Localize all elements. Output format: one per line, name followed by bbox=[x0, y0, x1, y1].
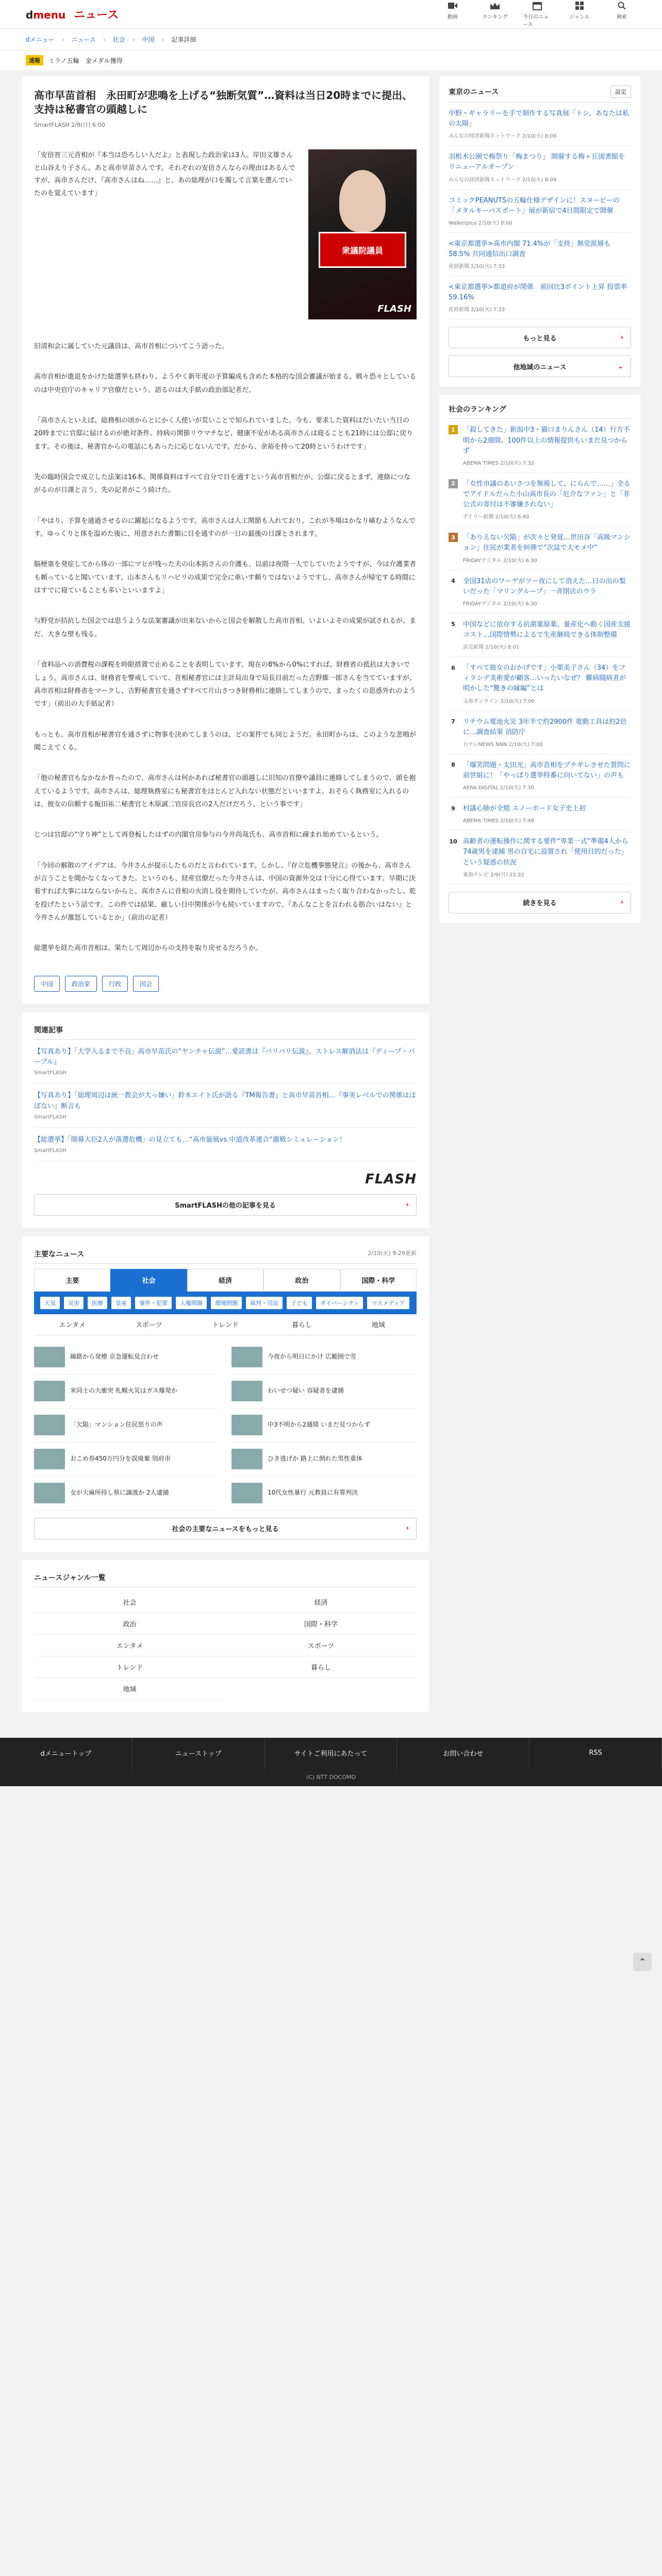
related-item[interactable] bbox=[34, 1128, 417, 1161]
ranking-item[interactable] bbox=[449, 527, 631, 570]
major-header bbox=[34, 1249, 417, 1264]
rank-source: 日テレNEWS NNN 2/10(火) 7:00 bbox=[463, 741, 543, 748]
major-news-grid bbox=[34, 1335, 417, 1511]
rank-source: デイリー新潮 2/10(火) 6:40 bbox=[463, 514, 529, 520]
tokyo-item[interactable] bbox=[449, 233, 631, 276]
tokyo-item[interactable] bbox=[449, 146, 631, 189]
ranking-item[interactable] bbox=[449, 754, 631, 798]
chip[interactable]: 環境問題 bbox=[211, 1297, 242, 1309]
ranking-item[interactable] bbox=[449, 419, 631, 472]
subtab[interactable]: スポーツ bbox=[135, 1321, 162, 1330]
item-title: 中野・ギャラリーを手で制作する写真展「トシ、あなたは私の太陽」 bbox=[449, 110, 629, 128]
tag-politician[interactable]: 政治家 bbox=[65, 976, 97, 992]
content-wrap bbox=[22, 76, 640, 1720]
breadcrumb: dメニュー › ニュース › 社会 › 中国 › 記事詳細 bbox=[0, 29, 662, 50]
item-source: みんなの経済新聞ネットワーク 2/10(火) 8:09 bbox=[449, 133, 557, 140]
genre-item[interactable]: トレンド bbox=[34, 1656, 225, 1678]
news-item[interactable] bbox=[231, 1409, 417, 1443]
article-paragraph: 「安倍晋三元首相が『本当は恐ろしい人だよ』と表現した政治家は3人。岸田文雄さんと山谷えり子さん。あと高市早苗さんです。それぞれの安倍さんならの理由はあるんですが、高市さんだけ、『高市さんはね……』と、あの総理が口を濁して言葉を選んでいたのを覚えています」 bbox=[34, 151, 295, 198]
item-title: コミックPEANUTSの五輪仕様デザインに！スヌーピーの「メタルキーパスポート」展が新宿で4日間限定で開催 bbox=[449, 196, 620, 215]
article-paragraph: 「高市さんといえば、総務相の頃からとにかく人使いが荒いことで知られていました。今も、要求した資料はだいたい当日の20時までに官邸に届けるのが絶対条件。持病の関節リウマチなど、健康不安がある高市さんは寝ることも21時には公邸に戻ります。その後は、秘書官からの電話にもあったに応じないんです。だから、余裕を持って20時というわけです」 bbox=[34, 417, 413, 451]
rank-source: ABEMA TIMES 2/10(火) 7:32 bbox=[463, 460, 535, 466]
chip[interactable]: 人権問題 bbox=[176, 1297, 207, 1309]
brand-menu: menu bbox=[33, 9, 66, 21]
subtab[interactable]: エンタメ bbox=[59, 1321, 86, 1330]
ranking-item[interactable] bbox=[449, 798, 631, 831]
ranking-item[interactable] bbox=[449, 711, 631, 754]
tab-society[interactable]: 社会 bbox=[110, 1269, 187, 1292]
genre-item[interactable]: 国際・科学 bbox=[225, 1613, 417, 1635]
related-source: SmartFLASH bbox=[34, 1070, 67, 1076]
related-title: 【写真あり】「大学入るまで不良」高市早苗氏の“ヤンチャ伝説”…愛読書は『バリバリ伝説』、ストレス解消法は『ディープ・パープル』 bbox=[34, 1047, 415, 1066]
major-subtabs bbox=[34, 1314, 417, 1335]
news-item[interactable] bbox=[231, 1341, 417, 1375]
item-source: 産経新聞 2/10(火) 7:33 bbox=[449, 307, 505, 313]
nav-today[interactable] bbox=[523, 1, 552, 28]
genre-item[interactable]: エンタメ bbox=[34, 1635, 225, 1656]
article-title: 高市早苗首相 永田町が悲鳴を上げる“独断気質”…資料は当日20時までに提出、支持は秘書官の頭越しに bbox=[34, 89, 413, 115]
footer-link[interactable]: お問い合わせ bbox=[397, 1738, 529, 1769]
rank-number: 8 bbox=[451, 761, 455, 769]
item-source: Walkerplus 2/10(火) 8:00 bbox=[449, 220, 512, 226]
society-ranking bbox=[439, 395, 640, 922]
footer-link[interactable]: ニューストップ bbox=[133, 1738, 265, 1769]
rank-number: 9 bbox=[451, 805, 455, 812]
ranking-heading bbox=[449, 404, 631, 419]
genre-item[interactable]: スポーツ bbox=[225, 1635, 417, 1656]
news-item[interactable] bbox=[34, 1477, 219, 1511]
ranking-item[interactable] bbox=[449, 657, 631, 710]
related-item[interactable] bbox=[34, 1083, 417, 1128]
ranking-item[interactable] bbox=[449, 570, 631, 614]
news-title: わいせつ疑い 容疑者を逮捕 bbox=[268, 1387, 344, 1395]
article-byline: SmartFLASH 2/8(日) 6:00 bbox=[34, 122, 105, 128]
grid-icon bbox=[575, 1, 584, 10]
rank-title: 「爆笑問題・太田光」高市首相をブチギレさせた質問に前世組に！「やっぱり選挙特番に向いてない」の声も bbox=[463, 761, 631, 779]
news-item[interactable] bbox=[231, 1477, 417, 1511]
rank-source: 文春オンライン 2/10(火) 7:00 bbox=[463, 698, 535, 704]
rank-title: 村議心肺が全焼 スノーボード女子史上初 bbox=[463, 805, 586, 813]
video-icon bbox=[448, 1, 457, 10]
article-paragraph: 脳梗塞を発症してから体の一部にマヒが残った夫の山本拓さんの介護も、以前は夜間一人でしていたようですが、今は介護業者も頼っていると聞いています。山本さんもリハビリの成果で完全に車いす頼りではないようですし、高市さんが帰宅する時間にはすでに寝ていることも多いといいますよ」 bbox=[34, 561, 417, 595]
nav-label: 動画 bbox=[448, 14, 458, 20]
news-thumb bbox=[34, 1415, 65, 1435]
related-articles bbox=[22, 1012, 429, 1228]
related-item[interactable] bbox=[34, 1040, 417, 1084]
footer-links bbox=[0, 1738, 662, 1769]
rank-number: 10 bbox=[449, 838, 457, 845]
article-paragraph: 「今回の解散のアイデアは、今井さんが提示したものだと言われています。しかし、『存立危機事態発言』の後から、高市さんが言うことを聞かなくなってきた。というのも、経産官僚だった今井さんは、中国の資源外交は十分に心得ています。早期に決着すれば大事にはならないからと、高市さんに首相の火消し役を期待していたが、高市さんはまったく取り合わなかったし、乾を投げたという話です。この件では結果、厳しい日中関係が今も続いていますので、『あんなことを言われる筋合いはない』と今井さんが激怒しているとか」（前出の記者） bbox=[34, 861, 417, 922]
article-paragraph: 「やはり、予算を通過させるのに躍起になるようです。高市さんは人工関節も入れており、これが冬場はかなり痛むようなんです。ゆっくりと体を温めた後に、用意された書類に目を通すのが一日の最後の日課とされます。 bbox=[34, 517, 416, 538]
more-label: 続きを見る bbox=[523, 900, 557, 908]
news-title: ひき逃げか 路上に倒れた男性重体 bbox=[268, 1455, 362, 1463]
nav-label: 今日のニュース bbox=[523, 14, 549, 28]
person-figure bbox=[339, 170, 386, 232]
news-title: 今夜から明日にかけ 広範囲で雪 bbox=[268, 1353, 356, 1361]
article-card bbox=[22, 76, 429, 1004]
other-region-button[interactable] bbox=[449, 355, 631, 377]
rank-source: ABEMA TIMES 2/10(火) 7:48 bbox=[463, 818, 535, 824]
article-figure bbox=[308, 149, 417, 323]
chip[interactable]: ダイバーシティ bbox=[316, 1297, 363, 1309]
nav-video[interactable] bbox=[438, 1, 467, 28]
crumb-dmenu[interactable]: dメニュー bbox=[26, 36, 55, 43]
rank-title: 「殺してきた」新潟中3・猫口まりんさん（14）行方不明から2週間、100件以上の情報提供もいまだ見つからず bbox=[463, 426, 630, 455]
copyright: (C) NTT DOCOMO bbox=[0, 1769, 662, 1786]
chip[interactable]: 医療 bbox=[88, 1297, 107, 1309]
chevron-up-icon: ⌃ bbox=[638, 1956, 647, 1968]
subtab[interactable]: トレンド bbox=[212, 1321, 239, 1330]
more-smartflash-button[interactable] bbox=[34, 1194, 417, 1216]
news-thumb bbox=[34, 1483, 65, 1503]
header-nav bbox=[438, 1, 636, 28]
crumb-news[interactable]: ニュース bbox=[71, 36, 96, 43]
news-thumb bbox=[34, 1381, 65, 1401]
tag-diet[interactable]: 国会 bbox=[133, 976, 159, 992]
article-lead bbox=[34, 149, 417, 323]
rank-number: 5 bbox=[451, 621, 455, 628]
scroll-top-button[interactable] bbox=[633, 1953, 652, 1971]
news-title: 10代女性暴行 元教員に有罪判決 bbox=[268, 1489, 358, 1497]
news-title: 中3不明から2週間 いまだ見つからず bbox=[268, 1421, 371, 1429]
article-paragraph: 高市首相が進退をかけた総選挙も終わり、ようやく新年度の予算編成も含めた本格的な国会審議が始まる。戦々恐々としているのは中央官庁のキャリア官僚だという。語るのは大手紙の政治部記者だ。 bbox=[34, 373, 417, 394]
more-society-button[interactable] bbox=[34, 1518, 417, 1539]
more-label: もっと見る bbox=[523, 334, 557, 343]
breaking-tag: 速報 bbox=[26, 55, 43, 65]
subtab[interactable]: 暮らし bbox=[291, 1321, 312, 1330]
chevron-down-icon: ⌄ bbox=[618, 362, 623, 370]
chevron-right-icon: › bbox=[620, 333, 623, 342]
rank-title: 「すべて彼女のおかげです」小栗美子さん（34）をフィラシデ美術愛が顧客…いったいなぜ？ 難病闘病者が明かした“驚きの縁編”とは bbox=[463, 664, 626, 693]
crown-icon bbox=[490, 1, 500, 10]
news-thumb bbox=[34, 1449, 65, 1469]
genre-item[interactable]: 経済 bbox=[225, 1591, 417, 1613]
news-thumb bbox=[231, 1347, 262, 1367]
more-label: 社会の主要なニュースをもっと見る bbox=[172, 1526, 279, 1534]
genre-item[interactable]: 地域 bbox=[34, 1678, 225, 1700]
genre-grid bbox=[34, 1591, 417, 1700]
nav-search[interactable] bbox=[607, 1, 636, 28]
chip[interactable]: 天気 bbox=[40, 1297, 60, 1309]
news-title: 「欠陥」マンション住民怒りの声 bbox=[70, 1421, 163, 1429]
flash-logo: FLASH bbox=[365, 1171, 417, 1187]
tokyo-item[interactable] bbox=[449, 190, 631, 233]
news-thumb bbox=[231, 1381, 262, 1401]
related-source: SmartFLASH bbox=[34, 1114, 67, 1120]
tokyo-item[interactable] bbox=[449, 276, 631, 319]
rank-title: 「女性市議のあいさつを無視して、にらんで……」全るでアイドルだった小山高市長の「厄介なファン」と「非公式の寄付は不審嫌されない」 bbox=[463, 480, 631, 509]
article-paragraph: 先の臨時国会で成立した法案は16本。関係資料はすべて自分で目を通すという高市首相だが、公邸に戻るとまず、連絡につながるのが日課と言う。先の記者がこう続けた。 bbox=[34, 473, 410, 495]
tab-intl[interactable]: 国際・科学 bbox=[340, 1269, 417, 1292]
related-heading: 関連記事 bbox=[34, 1025, 417, 1040]
crumb-current: 記事詳細 bbox=[171, 36, 196, 43]
rank-number: 1 bbox=[449, 425, 458, 434]
crumb-society[interactable]: 社会 bbox=[112, 36, 125, 43]
brand-news: ニュース bbox=[74, 9, 119, 22]
rank-source: FRIDAYデジタル 2/10(火) 6:30 bbox=[463, 601, 537, 607]
ranking-item[interactable] bbox=[449, 831, 631, 884]
search-icon bbox=[617, 1, 626, 10]
chip[interactable]: 災害 bbox=[64, 1297, 84, 1309]
tag-china[interactable]: 中国 bbox=[34, 976, 60, 992]
related-title: 【写真あり】「総理周辺は統一教会が大っ嫌い」鈴木エイト氏が語る『TM報告書』と高市早苗首相…『事実レベルでの関係はほぼない』断言も bbox=[34, 1092, 416, 1111]
news-item[interactable] bbox=[34, 1443, 219, 1477]
other-region-label: 他地域のニュース bbox=[513, 363, 567, 371]
item-title: 羽根木公園で梅祭り「梅まつり」 開催する梅ヶ丘図書館をリニューアルオープン bbox=[449, 153, 625, 172]
main-column bbox=[22, 76, 429, 1720]
breaking-text: ミラノ五輪 金メダル獲得 bbox=[48, 57, 123, 64]
ranking-item[interactable] bbox=[449, 614, 631, 657]
news-item[interactable] bbox=[231, 1375, 417, 1409]
chip[interactable]: 皇室 bbox=[111, 1297, 131, 1309]
brand-d: d bbox=[26, 9, 34, 21]
major-tabs bbox=[34, 1269, 417, 1292]
tokyo-news bbox=[439, 76, 640, 386]
major-heading: 主要なニュース bbox=[34, 1250, 85, 1259]
breaking-bar[interactable] bbox=[0, 50, 662, 70]
item-source: 産経新聞 2/10(火) 7:33 bbox=[449, 264, 505, 270]
news-item[interactable] bbox=[34, 1409, 219, 1443]
ranking-item[interactable] bbox=[449, 473, 631, 527]
chevron-right-icon: › bbox=[406, 1201, 409, 1209]
crumb-china[interactable]: 中国 bbox=[142, 36, 155, 43]
tab-politics[interactable]: 政治 bbox=[263, 1269, 340, 1292]
news-item[interactable] bbox=[34, 1341, 219, 1375]
rank-number: 3 bbox=[449, 533, 458, 542]
article-paragraph: 旧清和会に属していた元議員は、高市首相についてこう語った。 bbox=[34, 343, 228, 350]
genre-item[interactable]: 社会 bbox=[34, 1591, 225, 1613]
nav-label: ランキング bbox=[482, 14, 508, 20]
genre-heading: ニュースジャンル一覧 bbox=[34, 1572, 417, 1587]
chip[interactable]: マスメディア bbox=[367, 1297, 409, 1309]
rank-title: 全国31店のワーゲがツー夜にして消えた…日の出の梨いだった「マリングループ」一斉閉店のウラ bbox=[463, 577, 626, 596]
chip[interactable]: 子ども bbox=[287, 1297, 312, 1309]
chip[interactable]: 裁判・司法 bbox=[246, 1297, 283, 1309]
rank-title: 中国などに依存する抗菌薬原薬、量産化へ動く国産支援コスト…国際情勢によるで生産継続できる体制整備 bbox=[463, 620, 631, 639]
tab-main[interactable]: 主要 bbox=[34, 1269, 110, 1292]
genre-list bbox=[22, 1560, 429, 1712]
brand-logo[interactable] bbox=[26, 6, 119, 22]
news-thumb bbox=[34, 1347, 65, 1367]
tokyo-heading: 東京のニュース bbox=[449, 88, 499, 96]
calendar-icon bbox=[533, 1, 542, 10]
rank-title: 高齢者の運転操作に関する要件“専業一式”準備4人から74歳男を逮捕 男の自宅に設置され「使用目的だった」という疑惑の状況 bbox=[463, 838, 628, 867]
article-tags bbox=[34, 976, 417, 992]
chip[interactable]: 事件・犯罪 bbox=[135, 1297, 172, 1309]
article-paragraph: 「他の秘書官もなかなか育ったので、高市さんは何かあれば秘書官の頭越しに旧知の官僚や議員に連絡してしまうので、頭を抱えているようです。高市さんは、総理執務室にも秘書官をほとんど入れない状態だといいますよ。おそらく執務室に入れるのは、彼女の信頼する飯田祐二秘書官と木原誠二官房長官の2人だけだろう、という事です」 bbox=[34, 774, 416, 808]
news-item[interactable] bbox=[34, 1375, 219, 1409]
rank-title: リチウム電池火災 3年半で約2900件 電動工具は約2倍に…調査結果 消防庁 bbox=[463, 718, 627, 736]
footer-link[interactable]: サイトご利用にあたって bbox=[265, 1738, 398, 1769]
news-thumb bbox=[231, 1415, 262, 1435]
rank-source: 読売新聞 2/10(火) 8:01 bbox=[463, 645, 520, 651]
tokyo-item[interactable] bbox=[449, 103, 631, 146]
article-photo[interactable] bbox=[308, 149, 417, 319]
article-paragraph: 与野党が拮抗した国会では思うような法案審議が出来ないからと国会を解散した高市首相。いよいよその成果が試されるが、まだ、大きな壁も残る。 bbox=[34, 617, 417, 638]
more-label: SmartFLASHの他の記事を見る bbox=[175, 1202, 276, 1210]
news-thumb bbox=[231, 1483, 262, 1503]
photo-flash-logo: FLASH bbox=[377, 303, 411, 314]
nav-ranking[interactable] bbox=[481, 1, 509, 28]
article-paragraph: 「食料品への消費税の課税を時限措置で止めることを表明しています。現在の8%から0%にすれば、財務省の抵抗は大きいでしょう。高市さんは、財務省を警戒していて、首相秘書官には主計局出身で局長目前だった吉野維一郎さんを当てていますが、高市首相は財務省をマークし、吉野秘書官を通さずすべて片山さつき財務相に連絡してしまうので、まったくの思惑外れのようです」（前出の大手紙記者） bbox=[34, 661, 416, 708]
rank-source: FRIDAYデジタル 2/10(火) 6:30 bbox=[463, 557, 537, 564]
sidebar bbox=[439, 76, 640, 1720]
news-title: 女が大麻所持し県に譲渡か 2人逮捕 bbox=[70, 1489, 169, 1497]
tokyo-more-button[interactable] bbox=[449, 327, 631, 348]
rank-number: 2 bbox=[449, 479, 458, 488]
nav-label: 検索 bbox=[617, 14, 627, 20]
news-thumb bbox=[231, 1449, 262, 1469]
photo-banner: 衆議院議員 bbox=[319, 232, 406, 268]
item-title: <東京都選挙>高市内閣 71.4%が「支持」無党派層も58.5% 共同通信出口調査 bbox=[449, 240, 611, 258]
chevron-right-icon: › bbox=[620, 899, 623, 907]
tokyo-header bbox=[449, 86, 631, 103]
news-title: おこめ券450万円分を誤廃棄 別府市 bbox=[70, 1455, 171, 1463]
rank-number: 4 bbox=[451, 578, 455, 585]
item-title: <東京都選挙>都道府が関係 前回比3ポイント上昇 投票率59.16% bbox=[449, 283, 627, 302]
rank-source: 東海テレビ 2/9(月) 22:22 bbox=[463, 872, 524, 878]
news-title: 米同士の大衝突 札幌火災はガス爆発か bbox=[70, 1387, 177, 1395]
related-source: SmartFLASH bbox=[34, 1147, 67, 1154]
topic-chips bbox=[34, 1292, 417, 1314]
rank-number: 7 bbox=[451, 718, 455, 725]
rank-number: 6 bbox=[451, 664, 455, 671]
nav-label: ジャンル bbox=[569, 14, 590, 20]
tab-economy[interactable]: 経済 bbox=[187, 1269, 263, 1292]
major-news bbox=[22, 1236, 429, 1552]
nav-genre[interactable] bbox=[565, 1, 594, 28]
genre-item[interactable]: 政治 bbox=[34, 1613, 225, 1635]
item-source: みんなの経済新聞ネットワーク 2/10(火) 8:09 bbox=[449, 177, 557, 183]
chevron-right-icon: › bbox=[406, 1524, 409, 1533]
news-item[interactable] bbox=[231, 1443, 417, 1477]
tag-administration[interactable]: 行政 bbox=[102, 976, 128, 992]
rank-source: AERA DIGITAL 2/10(火) 7:30 bbox=[463, 785, 534, 791]
rank-title: 「ありえない欠陥」が次々と発覚…世田谷「高級マンション」住民が業者を糾弾で“次誌で大モメ中” bbox=[463, 534, 631, 552]
region-settings-button[interactable]: 設定 bbox=[610, 86, 631, 98]
footer-link[interactable]: dメニュートップ bbox=[0, 1738, 133, 1769]
genre-item[interactable]: 暮らし bbox=[225, 1656, 417, 1678]
ranking-more-button[interactable] bbox=[449, 892, 631, 913]
article-paragraph: 総選挙を経た高市首相は、果たして周辺からの支持を取り戻せるだろうか。 bbox=[34, 944, 262, 953]
article-paragraph: じつは官邸の“守り神”として再登板したはずの内閣官房参与の今井尚哉氏も、高市首相に疎まれ始めているという。 bbox=[34, 831, 383, 839]
subtab[interactable]: 地域 bbox=[371, 1321, 385, 1330]
related-title: 【総選挙】「開幕大臣2人が落選危機」の見立ても…“高市旋風vs.中道改革連合”激戦シミュレーション！ bbox=[34, 1136, 346, 1144]
article-paragraph: もっとも、高市首相が秘書官を通さずに物事を決めてしまうのは、どの案件でも同じようだ。永田町からは、このような悲鳴が聞こえてくる。 bbox=[34, 731, 417, 752]
footer-link[interactable]: RSS bbox=[529, 1738, 662, 1769]
ranking-title: 社会のランキング bbox=[449, 405, 506, 414]
site-header bbox=[0, 0, 662, 29]
news-title: 線路から発煙 京急運転見合わせ bbox=[70, 1353, 159, 1361]
major-updated: 2/10(火) 9:29更新 bbox=[368, 1249, 417, 1257]
